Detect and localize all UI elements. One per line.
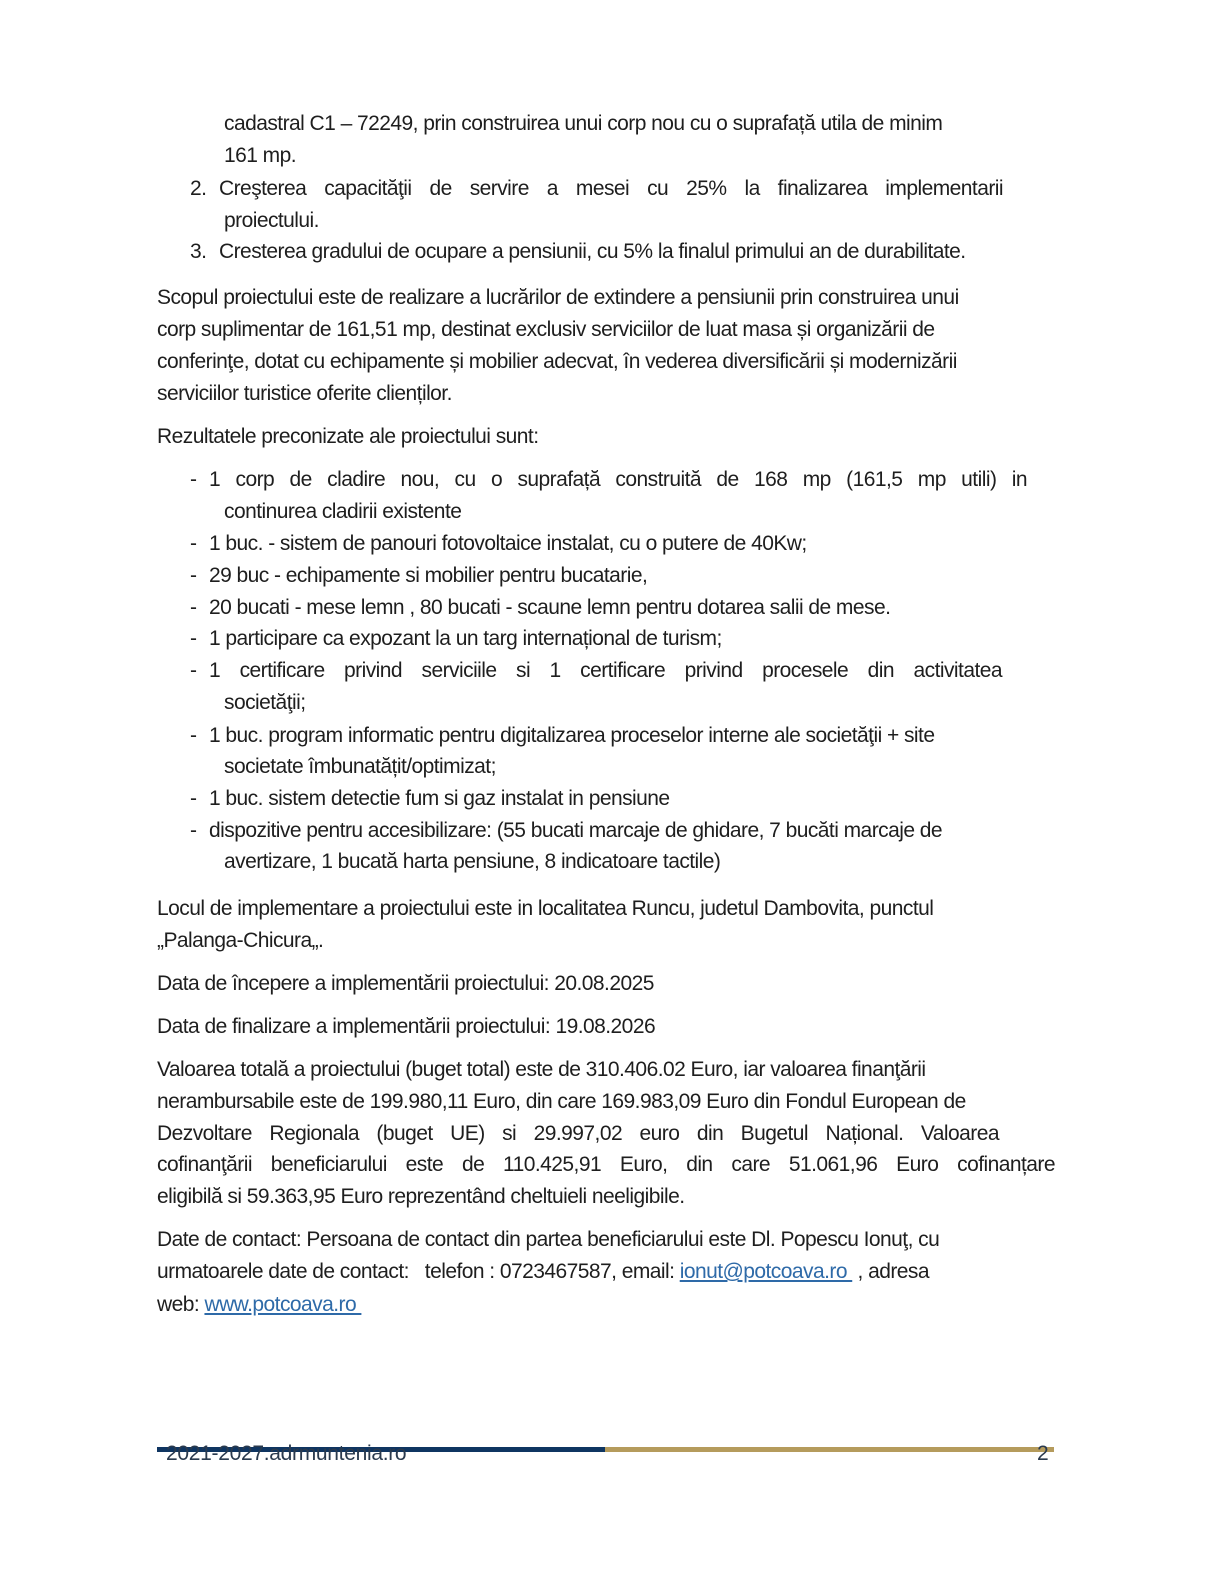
bullet-dash: - xyxy=(190,787,197,810)
result-item-continued: avertizare, 1 bucată harta pensiune, 8 indicatoare tactile) xyxy=(224,850,721,873)
website-link[interactable]: www.potcoava.ro xyxy=(204,1293,362,1316)
objective-3-text: Cresterea gradului de ocupare a pensiunii, cu 5% la finalul primului an de durabilitate. xyxy=(219,240,966,263)
web-label: web: xyxy=(157,1293,205,1316)
results-heading: Rezultatele preconizate ale proiectului sunt: xyxy=(157,425,539,448)
footer-website: 2021-2027.adrmuntenia.ro xyxy=(166,1442,407,1465)
location-paragraph-line2: „Palanga-Chicura„. xyxy=(157,929,324,952)
end-date: Data de finalizare a implementării proiectului: 19.08.2026 xyxy=(157,1015,656,1038)
bullet-dash: - xyxy=(190,724,197,747)
page-number: 2 xyxy=(1037,1442,1049,1465)
footer-bar-gold xyxy=(605,1447,1054,1452)
result-item-continued: societate îmbunatățit/optimizat; xyxy=(224,755,496,778)
budget-paragraph-line: Valoarea totală a proiectului (buget total) este de 310.406.02 Euro, iar valoarea finanţării xyxy=(157,1058,926,1081)
objective-3-number: 3. xyxy=(190,240,207,263)
contact-address-label: , adresa xyxy=(852,1260,929,1283)
objective-2-number: 2. xyxy=(190,177,207,200)
scope-paragraph-line: conferinţe, dotat cu echipamente și mobilier adecvat, în vederea diversificării și modernizării xyxy=(157,350,957,373)
contact-phone-text: urmatoarele date de contact: telefon : 0723467587, email: xyxy=(157,1260,680,1283)
budget-paragraph-line: Dezvoltare Regionala (buget UE) si 29.997,02 euro din Bugetul Național. Valoarea xyxy=(157,1122,999,1145)
objective-1-continued-line2: 161 mp. xyxy=(224,144,297,167)
bullet-dash: - xyxy=(190,468,197,491)
result-item: 1 buc. sistem detectie fum si gaz instalat in pensiune xyxy=(209,787,670,810)
result-item: 29 buc - echipamente si mobilier pentru bucatarie, xyxy=(209,564,648,587)
start-date: Data de începere a implementării proiectului: 20.08.2025 xyxy=(157,972,654,995)
email-link[interactable]: ionut@potcoava.ro xyxy=(679,1260,853,1283)
contact-paragraph: Date de contact: Persoana de contact din partea beneficiarului este Dl. Popescu Ionuţ, cu xyxy=(157,1228,940,1251)
scope-paragraph-line: corp suplimentar de 161,51 mp, destinat exclusiv serviciilor de luat masa și organizării de xyxy=(157,318,935,341)
result-item: 20 bucati - mese lemn , 80 bucati - scaune lemn pentru dotarea salii de mese. xyxy=(209,596,891,619)
contact-paragraph-line2 xyxy=(157,1256,929,1288)
budget-paragraph-line: eligibilă si 59.363,95 Euro reprezentând cheltuieli neeligibile. xyxy=(157,1185,685,1208)
result-item: 1 certificare privind serviciile si 1 certificare privind procesele din activitatea xyxy=(209,659,1002,682)
bullet-dash: - xyxy=(190,659,197,682)
bullet-dash: - xyxy=(190,627,197,650)
objective-1-continued: cadastral C1 – 72249, prin construirea unui corp nou cu o suprafață utila de minim xyxy=(224,112,943,135)
result-item: 1 buc. program informatic pentru digitalizarea proceselor interne ale societăţii + site xyxy=(209,724,935,747)
scope-paragraph-line: serviciilor turistice oferite clienților. xyxy=(157,382,452,405)
budget-paragraph-line: cofinanţării beneficiarului este de 110.425,91 Euro, din care 51.061,96 Euro cofinanțare xyxy=(157,1153,1055,1176)
result-item: 1 corp de cladire nou, cu o suprafață construită de 168 mp (161,5 mp utili) in xyxy=(209,468,1027,491)
objective-2-text-line2: proiectului. xyxy=(224,209,319,232)
objective-2-text: Creşterea capacităţii de servire a mesei cu 25% la finalizarea implementarii xyxy=(219,177,1003,200)
result-item: 1 buc. - sistem de panouri fotovoltaice instalat, cu o putere de 40Kw; xyxy=(209,532,807,555)
scope-paragraph-line: Scopul proiectului este de realizare a lucrărilor de extindere a pensiunii prin construirea unui xyxy=(157,286,959,309)
result-item-continued: continurea cladirii existente xyxy=(224,500,462,523)
bullet-dash: - xyxy=(190,819,197,842)
result-item-continued: societăţii; xyxy=(224,691,306,714)
contact-paragraph-line3 xyxy=(157,1289,361,1321)
bullet-dash: - xyxy=(190,532,197,555)
bullet-dash: - xyxy=(190,564,197,587)
result-item: 1 participare ca expozant la un targ internațional de turism; xyxy=(209,627,722,650)
bullet-dash: - xyxy=(190,596,197,619)
result-item: dispozitive pentru accesibilizare: (55 bucati marcaje de ghidare, 7 bucăti marcaje de xyxy=(209,819,942,842)
budget-paragraph-line: nerambursabile este de 199.980,11 Euro, din care 169.983,09 Euro din Fondul European de xyxy=(157,1090,966,1113)
location-paragraph: Locul de implementare a proiectului este in localitatea Runcu, judetul Dambovita, punctul xyxy=(157,897,934,920)
